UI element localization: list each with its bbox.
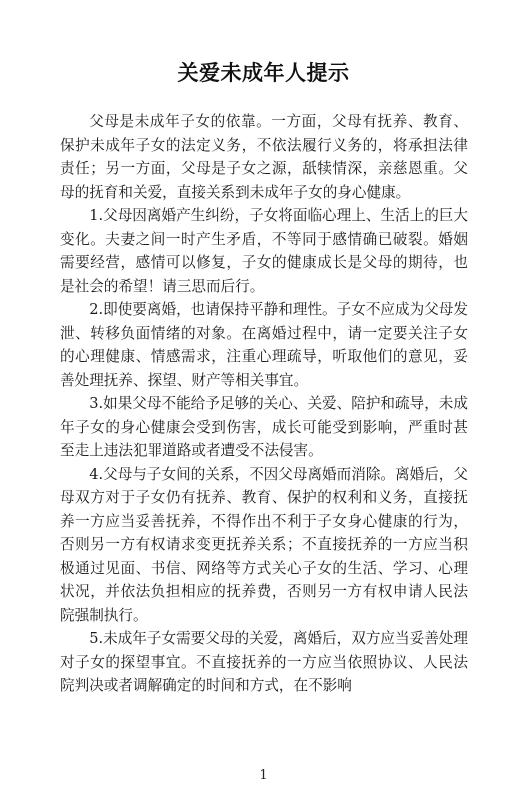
paragraph-item-1: 1.父母因离婚产生纠纷，子女将面临心理上、生活上的巨大变化。夫妻之间一时产生矛盾，不等同于感情确已破裂。婚姻需要经营，感情可以修复，子女的健康成长是父母的期待，也是社会的希望！请三思而后行。 xyxy=(60,207,468,295)
page-number: 1 xyxy=(259,768,268,783)
paragraph-item-5: 5.未成年子女需要父母的关爱，离婚后，双方应当妥善处理对子女的探望事宜。不直接抚养的一方应当依照协议、人民法院判决或者调解确定的时间和方式，在不影响 xyxy=(60,630,468,694)
paragraph-intro: 父母是未成年子女的依靠。一方面，父母有抚养、教育、保护未成年子女的法定义务，不依法履行义务的，将承担法律责任；另一方面，父母是子女之源，舐犊情深，亲慈恩重。父母的抚育和关爱，直接关系到未成年子女的身心健康。 xyxy=(60,113,468,201)
paragraph-item-4: 4.父母与子女间的关系，不因父母离婚而消除。离婚后，父母双方对于子女仍有抚养、教育、保护的权利和义务，直接抚养一方应当妥善抚养，不得作出不利于子女身心健康的行为，否则另一方有权请求变更抚养关系；不直接抚养的一方应当积极通过见面、书信、网络等方式关心子女的生活、学习、心理状况，并依法负担相应的抚养费，否则另一方有权申请人民法院强制执行。 xyxy=(60,465,468,624)
paragraph-item-2: 2.即使要离婚，也请保持平静和理性。子女不应成为父母发泄、转移负面情绪的对象。在离婚过程中，请一定要关注子女的心理健康、情感需求，注重心理疏导，听取他们的意见，妥善处理抚养、探望、财产等相关事宜。 xyxy=(60,301,468,389)
paragraph-item-3: 3.如果父母不能给予足够的关心、关爱、陪护和疏导，未成年子女的身心健康会受到伤害，成长可能受到影响，严重时甚至走上违法犯罪道路或者遭受不法侵害。 xyxy=(60,395,468,459)
page-title: 关爱未成年人提示 xyxy=(177,61,350,85)
document-body xyxy=(60,110,468,698)
